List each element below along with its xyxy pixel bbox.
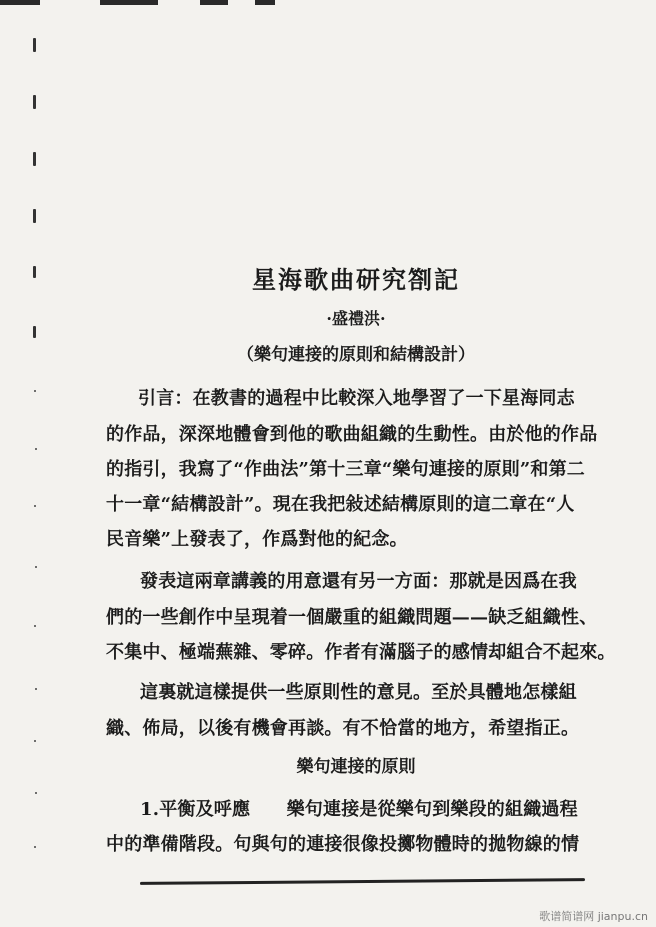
top-edge-mark xyxy=(100,0,158,5)
page-bottom-rule xyxy=(140,878,585,885)
binding-hole-mark xyxy=(33,152,36,166)
article-subtitle: （樂句連接的原則和結構設計） xyxy=(237,345,475,365)
body-line: 這裏就這樣提供一些原則性的意見。至於具體地怎樣組 xyxy=(140,682,577,703)
article-title: 星海歌曲研究劄記 xyxy=(252,265,460,294)
body-line: 織、佈局，以後有機會再談。有不恰當的地方，希望指正。 xyxy=(106,718,580,739)
body-line: 十一章“結構設計”。現在我把敍述結構原則的這二章在“人 xyxy=(106,494,575,515)
body-line: 1.平衡及呼應 樂句連接是從樂句到樂段的組織過程 xyxy=(140,799,578,820)
body-line: 中的準備階段。句與句的連接很像投擲物體時的拋物線的情 xyxy=(106,834,580,855)
body-line: 的指引，我寫了“作曲法”第十三章“樂句連接的原則”和第二 xyxy=(106,459,586,480)
top-edge-mark xyxy=(0,0,40,5)
section-heading: 樂句連接的原則 xyxy=(296,757,416,777)
body-line: 發表這兩章講義的用意還有另一方面：那就是因爲在我 xyxy=(140,571,577,592)
author-name: ·盛禮洪· xyxy=(326,309,386,328)
site-watermark: 歌谱简谱网 jianpu.cn xyxy=(539,910,648,923)
binding-hole-mark xyxy=(33,95,36,109)
binding-hole-mark xyxy=(33,38,36,52)
body-line: 引言：在教書的過程中比較深入地學習了一下星海同志 xyxy=(138,388,575,409)
binding-hole-mark xyxy=(33,209,36,223)
body-line: 不集中、極端蕪雜、零碎。作者有滿腦子的感情却組合不起來。 xyxy=(106,642,616,663)
top-edge-mark xyxy=(255,0,275,5)
body-line: 的作品，深深地體會到他的歌曲組織的生動性。由於他的作品 xyxy=(106,424,598,445)
top-edge-mark xyxy=(200,0,228,5)
body-line: 們的一些創作中呈現着一個嚴重的組織問題——缺乏組織性、 xyxy=(106,607,598,628)
body-line: 民音樂”上發表了，作爲對他的紀念。 xyxy=(106,529,408,550)
